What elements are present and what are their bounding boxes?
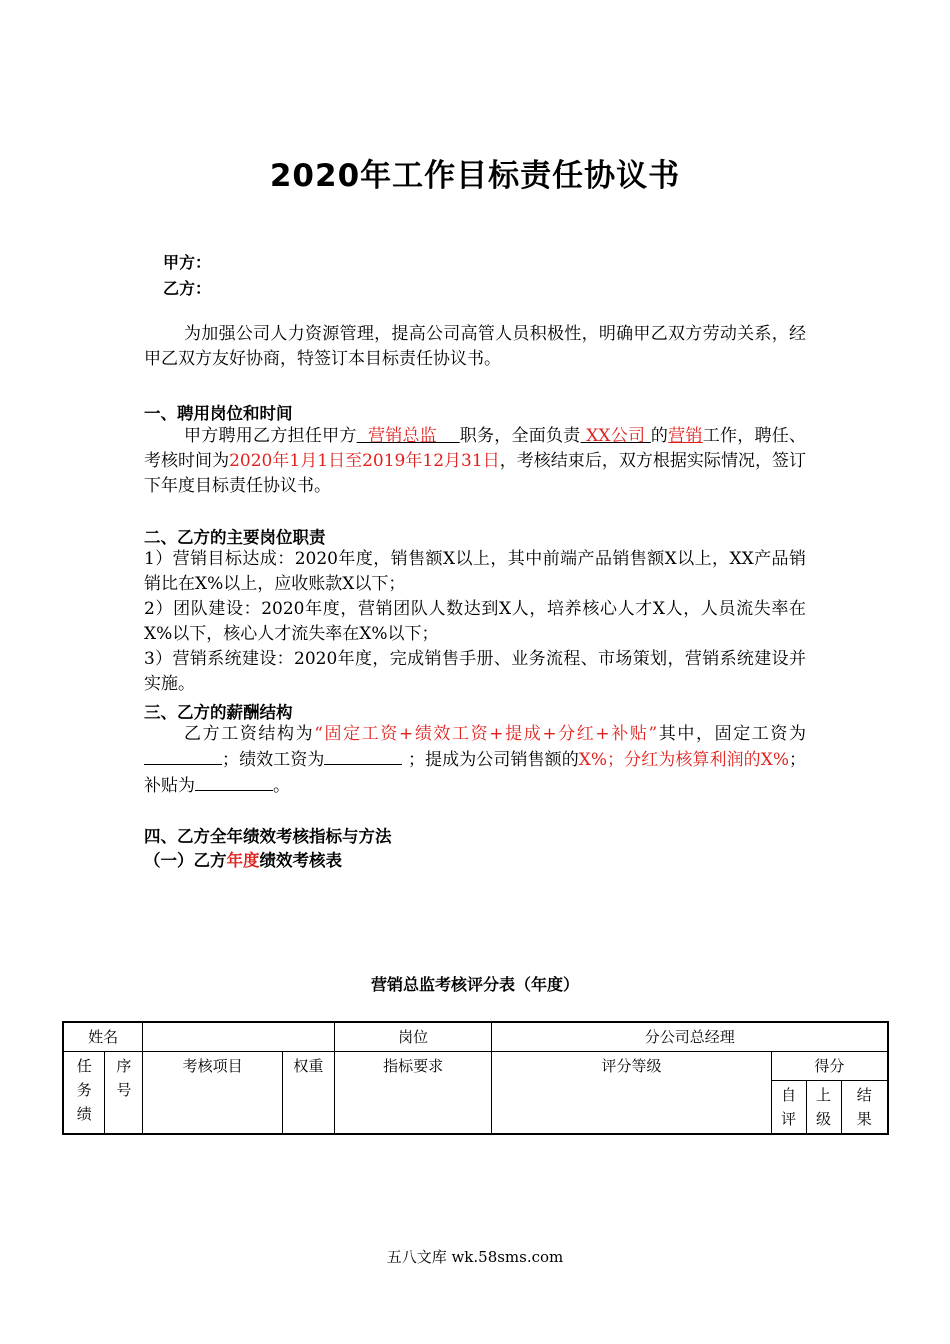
section3-text-3: ；绩效工资为 [222,750,325,770]
header-task-3: 绩 [76,1105,92,1123]
section4-heading: 四、乙方全年绩效考核指标与方法 [144,827,392,846]
header-grade: 评分等级 [492,1052,771,1135]
section1-text-2: 职务，全面负责 [459,426,581,446]
section2-item-2: 2）团队建设：2020年度，营销团队人数达到X人，培养核心人才X人，人员流失率在X%以下，核心人才流失率在X%以下； [144,599,806,644]
post-value: 分公司总经理 [492,1022,888,1052]
section3-text-1: 乙方工资结构为 [184,724,315,744]
section1-text-4: 工作，聘任、考核时间为 [144,426,807,471]
section1-text-5: ，考核结束后，双方根据实际情况，签订下年度目标责任协议书。 [144,451,807,496]
subheading-post: 绩效考核表 [259,851,342,870]
salary-structure: “固定工资+绩效工资+提成+分红+补贴” [314,724,658,744]
performance-salary-blank [324,747,402,765]
header-item: 考核项目 [143,1052,283,1135]
section3-text-2: 其中，固定工资为 [657,724,807,744]
section2-item-1: 1）营销目标达成：2020年度，销售额X以上，其中前端产品销售额X以上，XX产品销销比在X%以上，应收账款X以下； [144,549,806,594]
header-score: 得分 [771,1052,888,1081]
name-label: 姓名 [63,1022,143,1052]
header-result [841,1081,888,1135]
section3-heading: 三、乙方的薪酬结构 [144,703,293,722]
table-title: 营销总监考核评分表（年度） [370,975,579,994]
header-task-1: 任 [76,1057,92,1075]
header-self-2: 评 [781,1110,797,1128]
header-requirement: 指标要求 [334,1052,492,1135]
section3-text-6: 。 [273,776,290,796]
header-self-1: 自 [781,1086,797,1104]
evaluation-table [62,1021,889,1135]
dept-value: 营销 [668,426,703,446]
party-a-label: 甲方： [163,253,212,272]
header-result-2: 果 [856,1110,872,1128]
table-header-row [63,1052,888,1081]
header-seq [105,1052,143,1135]
header-task [63,1052,105,1135]
header-result-1: 结 [856,1086,872,1104]
section3-paragraph [144,722,806,799]
section3-text-5: ；补贴为 [144,750,807,796]
post-label: 岗位 [334,1022,492,1052]
period-value: 2020年1月1日至2019年12月31日 [229,451,500,471]
header-superior [806,1081,841,1135]
header-seq-1: 序 [116,1057,132,1075]
company-value: XX公司 [586,426,646,446]
header-weight: 权重 [282,1052,334,1135]
section3-text-4: ；提成为公司销售额的 [407,750,579,770]
party-b-label: 乙方： [163,279,212,298]
header-superior-2: 级 [816,1110,832,1128]
subsidy-blank [195,773,273,791]
subheading-highlight: 年度 [226,851,260,870]
table-row-name [63,1022,888,1052]
section2-item-3: 3）营销系统建设：2020年度，完成销售手册、业务流程、市场策划，营销系统建设并实施。 [144,649,806,694]
fixed-salary-blank [144,747,222,765]
section1-paragraph [144,424,806,499]
commission-value: X%；分红为核算利润的X% [578,750,790,770]
section4-subheading [144,847,342,871]
position-value: 营销总监 [367,426,438,446]
header-superior-1: 上 [816,1086,832,1104]
intro-paragraph: 为加强公司人力资源管理，提高公司高管人员积极性，明确甲乙双方劳动关系，经甲乙双方友好协商，特签订本目标责任协议书。 [144,324,806,369]
footer-watermark: 五八文库 wk.58sms.com [386,1248,564,1266]
header-task-2: 务 [76,1081,92,1099]
section1-text-1: 甲方聘用乙方担任甲方 [184,426,357,446]
section1-heading: 一、聘用岗位和时间 [144,404,293,423]
section2-heading: 二、乙方的主要岗位职责 [144,528,326,547]
name-value [143,1022,335,1052]
section1-text-3: 的 [650,426,669,446]
header-seq-2: 号 [116,1081,132,1099]
header-self [771,1081,806,1135]
subheading-pre: （一）乙方 [144,851,227,870]
document-title: 2020年工作目标责任协议书 [269,158,681,194]
